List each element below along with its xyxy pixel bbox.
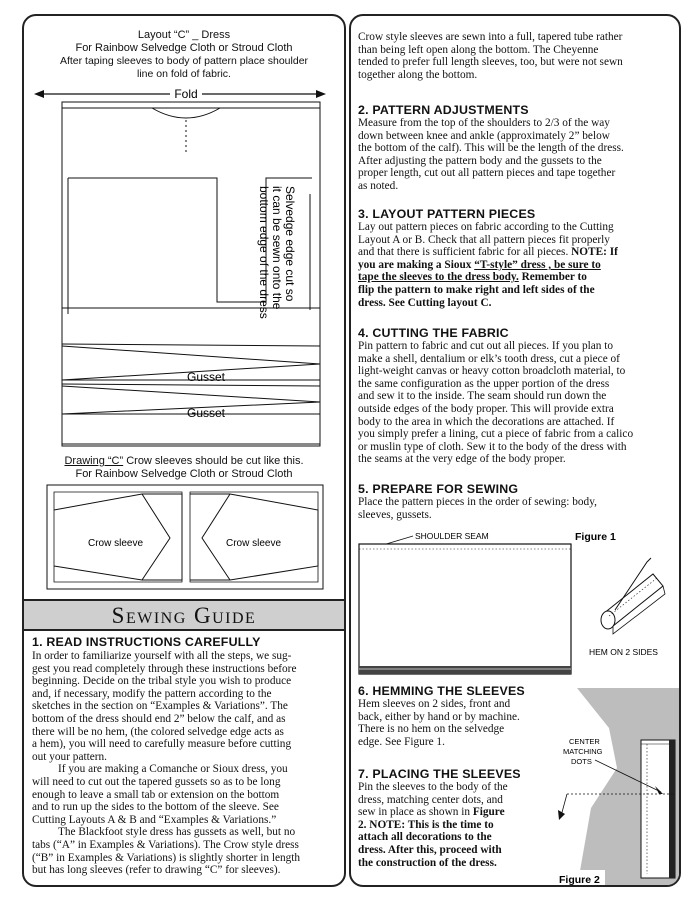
drawing-c-title: [24, 455, 344, 468]
s1-p1-line-7: there will be no hem, (the colored selvedge edge acts as: [32, 725, 284, 738]
crow-sleeve-label-2: Crow sleeve: [226, 538, 282, 549]
fig2-dots-label: DOTS: [571, 757, 592, 766]
s2-line-5: proper length, cut out all pattern pieces and tape together: [358, 167, 616, 180]
s3-line-5b: Remember to: [518, 271, 587, 284]
section-4: [358, 326, 674, 466]
fold-arrow-left-head: [34, 90, 44, 98]
crow-line-2: than being left open along the bottom. The Cheyenne: [358, 43, 599, 56]
s4-line-10: the seams at the very edge of the body proper.: [358, 453, 566, 466]
shoulder-seam-label: SHOULDER SEAM: [415, 531, 489, 541]
section-5: [358, 482, 674, 521]
crow-sleeve-box-1: [54, 492, 182, 582]
s6-line-2: back, either by hand or by machine.: [358, 710, 520, 723]
s1-p2-line-5: Cutting Layouts A & B and “Examples & Variations.”: [32, 813, 277, 826]
s3-line-2: Layout A or B. Check that all pattern pieces fit properly: [358, 233, 610, 246]
s7-figure-ref: Figure: [472, 806, 505, 819]
s4-line-3: light-weight canvas or heavy cotton broadcloth material, to: [358, 365, 626, 378]
section-2-heading: 2. PATTERN ADJUSTMENTS: [358, 103, 529, 117]
s7-line-3a: sew in place as shown in: [358, 806, 473, 819]
s2-line-6: as noted.: [358, 179, 399, 192]
crow-sleeve-box-2: [190, 492, 318, 582]
figure-1-label: Figure 1: [575, 531, 616, 543]
layout-c-caption: [24, 29, 344, 81]
s4-line-6: outside edges of the body proper. This will provide extra: [358, 402, 614, 415]
s3-line-3: [358, 246, 674, 259]
s7-line-4b: . NOTE: This is the time to: [363, 818, 494, 831]
section-6-heading: 6. HEMMING THE SLEEVES: [358, 684, 525, 698]
figure-2: [557, 688, 681, 887]
s1-p1-line-1: In order to familiarize yourself with all the steps, we sug-: [32, 650, 292, 662]
crow-sleeve-fold-1: [142, 494, 170, 580]
selvedge-text-3: bottom edge of the dress: [257, 186, 271, 319]
gusset-label-1: Gusset: [186, 370, 226, 384]
s4-line-8: you simply prefer a lining, cut a piece of fabric from a calico: [358, 428, 634, 441]
crow-line-3: tended to prefer full length sleeves, too, but were not sewn: [358, 56, 623, 69]
s4-line-2: make a shell, dentalium or elk’s tooth dress, cut a piece of: [358, 352, 620, 365]
section-1-para-1: [32, 650, 340, 763]
gusset-label-2: Gusset: [186, 406, 226, 420]
s1-p3-line-2: tabs (“A” in Examples & Variations). The Crow style dress: [32, 838, 299, 851]
section-6: [358, 684, 558, 748]
s7-line-6: dress. After this, proceed with: [358, 843, 502, 856]
s2-line-2: down between knee and ankle (approximately 2” below: [358, 129, 610, 142]
layout-c-note-1: After taping sleeves to body of pattern place shoulder: [59, 55, 309, 67]
s3-line-4a: you are making a Sioux: [358, 258, 475, 271]
s7-line-2: dress, matching center dots, and: [358, 793, 503, 806]
section-3-heading: 3. LAYOUT PATTERN PIECES: [358, 207, 536, 221]
crow-sleeve-label-1: Crow sleeve: [88, 538, 144, 549]
left-panel: [22, 14, 346, 887]
s1-p3-line-3: (“B” in Examples & Variations) is slightly shorter in length: [32, 851, 301, 864]
figure-2-label: Figure 2: [559, 874, 600, 886]
section-3: [358, 207, 674, 309]
sleeve-selvedge-band: [359, 666, 571, 674]
s7-line-4a: 2: [358, 818, 364, 831]
drawing-c-title-underlined: Drawing “C”: [64, 455, 124, 467]
s3-line-5: [358, 271, 674, 284]
section-1-para-3: [32, 826, 340, 876]
crow-sleeve-shape-1: [54, 494, 182, 580]
section-1-heading: 1. READ INSTRUCTIONS CAREFULLY: [32, 635, 261, 649]
section-5-heading: 5. PREPARE FOR SEWING: [358, 482, 519, 496]
s3-line-3a: and that there is sufficient fabric for all pieces.: [358, 246, 572, 259]
s3-line-4b: “T-style” dress , be sure to: [474, 258, 601, 271]
hem-detail: [601, 558, 665, 634]
neck-opening: [152, 108, 220, 118]
sewing-guide-title: Sewing Guide: [111, 603, 257, 628]
s2-line-4: After adjusting the pattern body and the gussets to the: [358, 154, 602, 167]
section-7-heading: 7. PLACING THE SLEEVES: [358, 767, 521, 781]
s4-line-5: and sew it to the inside. The seam should run down the: [358, 390, 607, 403]
s5-line-2: sleeves, gussets.: [358, 508, 432, 521]
s3-line-6: flip the pattern to make right and left sides of the: [358, 283, 595, 296]
selvedge-text-1: Selvedge edge cut so: [283, 186, 297, 302]
drawing-c-subtitle: For Rainbow Selvedge Cloth or Stroud Cloth: [75, 468, 293, 480]
s7-line-7: the construction of the dress.: [358, 856, 497, 869]
sewing-guide-band: [24, 599, 344, 631]
s1-p2-line-1: If you are making a Comanche or Sioux dress, you: [58, 763, 288, 776]
crow-line-4: together along the bottom.: [358, 68, 478, 81]
s4-line-1: Pin pattern to fabric and cut out all pieces. If you plan to: [358, 340, 614, 352]
s1-p1-line-9: out your pattern.: [32, 750, 107, 763]
s3-line-4: [358, 259, 674, 272]
s3-note-label: NOTE: If: [571, 246, 618, 259]
s2-line-3: the bottom of the calf). This will be the length of the dress.: [358, 142, 624, 155]
s4-line-7: body to the area in which the decorations are attached. If: [358, 415, 615, 428]
s7-line-3: [358, 806, 558, 819]
crow-line-1: Crow style sleeves are sewn into a full, tapered tube rather: [358, 31, 623, 43]
fig2-matching-label: MATCHING: [563, 747, 603, 756]
s6-line-3: There is no hem on the selvedge: [358, 723, 505, 736]
crow-sleeve-fold-2: [202, 494, 230, 580]
s6-line-4: edge. See Figure 1.: [358, 735, 445, 748]
s1-p2-line-4: and to run up the sides to the bottom of the sleeve. See: [32, 801, 279, 814]
section-1: [32, 635, 340, 877]
layout-c-subtitle: For Rainbow Selvedge Cloth or Stroud Cloth: [75, 42, 293, 54]
s1-p2-line-2: will need to cut out the tapered gussets so as to be long: [32, 775, 281, 788]
s5-line-1: Place the pattern pieces in the order of sewing: body,: [358, 496, 597, 508]
s7-line-4: [358, 819, 558, 832]
drawing-c-caption: [24, 455, 344, 481]
crow-intro: [358, 31, 674, 81]
s1-p1-line-5: sketches in the section on “Examples & Variations”. The: [32, 700, 288, 713]
figure-1: [351, 522, 681, 684]
sleeve-piece: [359, 544, 571, 674]
right-panel: [349, 14, 681, 887]
crow-sleeve-shape-2: [190, 494, 318, 580]
selvedge-text-2: it can be sewn onto the: [270, 186, 284, 310]
s4-line-4: the same configuration as the upper portion of the dress: [358, 377, 610, 390]
s1-p2-line-3: enough to leave a small tab or extension on the bottom: [32, 788, 280, 801]
fold-arrow-right-head: [316, 90, 326, 98]
section-1-para-2: [32, 763, 340, 826]
crow-fabric-outline: [47, 485, 323, 589]
layout-c-note-2: line on fold of fabric.: [137, 68, 231, 80]
s2-line-1: Measure from the top of the shoulders to 2/3 of the way: [358, 117, 610, 129]
s3-line-5a: tape the sleeves to the dress body.: [358, 271, 519, 284]
crow-sleeves-diagram: [46, 484, 326, 592]
layout-c-title: Layout “C” _ Dress: [137, 29, 231, 41]
fig2-arrow-left-head: [558, 810, 565, 820]
fig2-selvedge: [669, 740, 675, 878]
s3-line-7: dress. See Cutting layout C.: [358, 296, 492, 309]
section-4-heading: 4. CUTTING THE FABRIC: [358, 326, 509, 340]
fold-label: Fold: [174, 87, 198, 101]
s4-line-9: or muslin type of cloth. Sew it to the body of the dress with: [358, 440, 627, 453]
s1-p1-line-4: and, if necessary, modify the pattern according to the: [32, 687, 272, 700]
hem-label: HEM ON 2 SIDES: [589, 647, 658, 657]
s1-p1-line-3: beginning. Decide on the tribal style you wish to produce: [32, 675, 292, 688]
drawing-c-title-rest: Crow sleeves should be cut like this.: [123, 455, 304, 467]
section-2: [358, 103, 674, 193]
fig2-center-label: CENTER: [569, 737, 600, 746]
s7-line-1: Pin the sleeves to the body of the: [358, 781, 508, 793]
s1-p1-line-8: a hem), you will need to carefully measure before cutting: [32, 738, 292, 751]
layout-c-diagram: [24, 84, 344, 456]
section-7: [358, 767, 558, 869]
s1-p1-line-6: bottom of the dress should end 2” below the calf, and as: [32, 712, 286, 725]
s1-p3-line-1: The Blackfoot style dress has gussets as well, but no: [58, 826, 296, 839]
s1-p1-line-2: gest you read completely through these instructions before: [32, 662, 297, 675]
s6-line-1: Hem sleeves on 2 sides, front and: [358, 698, 511, 710]
s7-line-5: attach all decorations to the: [358, 831, 492, 844]
s3-line-1: Lay out pattern pieces on fabric according to the Cutting: [358, 221, 614, 233]
s1-p3-line-4: but has long sleeves (refer to drawing “C” for sleeves).: [32, 864, 281, 877]
